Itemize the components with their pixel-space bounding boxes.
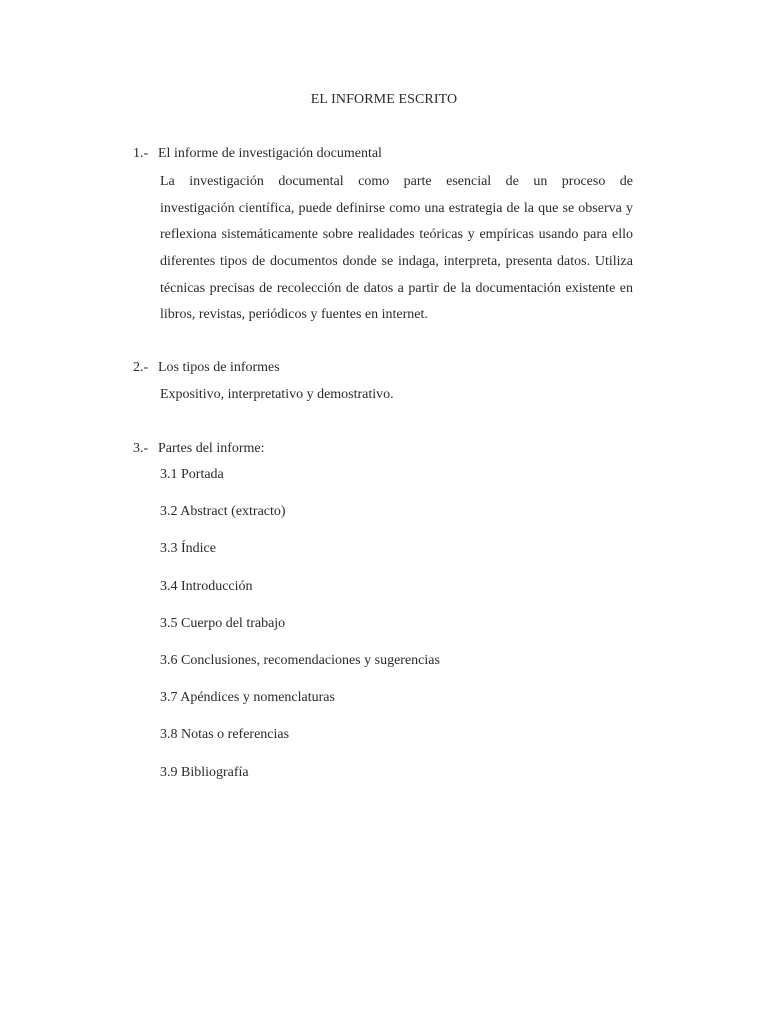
section-number: 1.- <box>133 146 149 161</box>
section-2-text: Expositivo, interpretativo y demostrativo. <box>160 387 394 402</box>
list-item: 3.9 Bibliografía <box>160 764 249 780</box>
section-2-heading <box>133 360 280 376</box>
paragraph-line: reflexiona sistemáticamente sobre realidades teóricas y empíricas usando para ello <box>160 227 633 243</box>
parts-list <box>160 466 440 801</box>
section-title: Partes del informe: <box>158 441 265 456</box>
paragraph-line: La investigación documental como parte esencial de un proceso de <box>160 174 633 189</box>
list-item: 3.8 Notas o referencias <box>160 727 290 743</box>
paragraph-line: libros, revistas, periódicos y fuentes en internet. <box>160 307 428 323</box>
list-item: 3.1 Portada <box>160 467 224 482</box>
section-3-heading <box>133 441 265 457</box>
paragraph-line: técnicas precisas de recolección de datos a partir de la documentación existente en <box>160 280 633 296</box>
list-item: 3.6 Conclusiones, recomendaciones y sugerencias <box>160 652 440 668</box>
section-number: 2.- <box>133 360 149 375</box>
document-title: EL INFORME ESCRITO <box>310 92 458 107</box>
section-1-heading <box>133 146 382 162</box>
section-title: Los tipos de informes <box>158 360 280 375</box>
list-item: 3.3 Índice <box>160 541 216 557</box>
list-item: 3.4 Introducción <box>160 578 253 594</box>
section-1-paragraph <box>160 173 633 333</box>
list-item: 3.7 Apéndices y nomenclaturas <box>160 690 335 706</box>
paragraph-line: investigación científica, puede definirse como una estrategia de la que se observa y <box>160 200 633 216</box>
section-title: El informe de investigación documental <box>158 146 382 161</box>
paragraph-line: diferentes tipos de documentos donde se indaga, interpreta, presenta datos. Utiliza <box>160 254 633 270</box>
list-item: 3.5 Cuerpo del trabajo <box>160 615 286 631</box>
section-number: 3.- <box>133 441 149 456</box>
list-item: 3.2 Abstract (extracto) <box>160 504 286 520</box>
